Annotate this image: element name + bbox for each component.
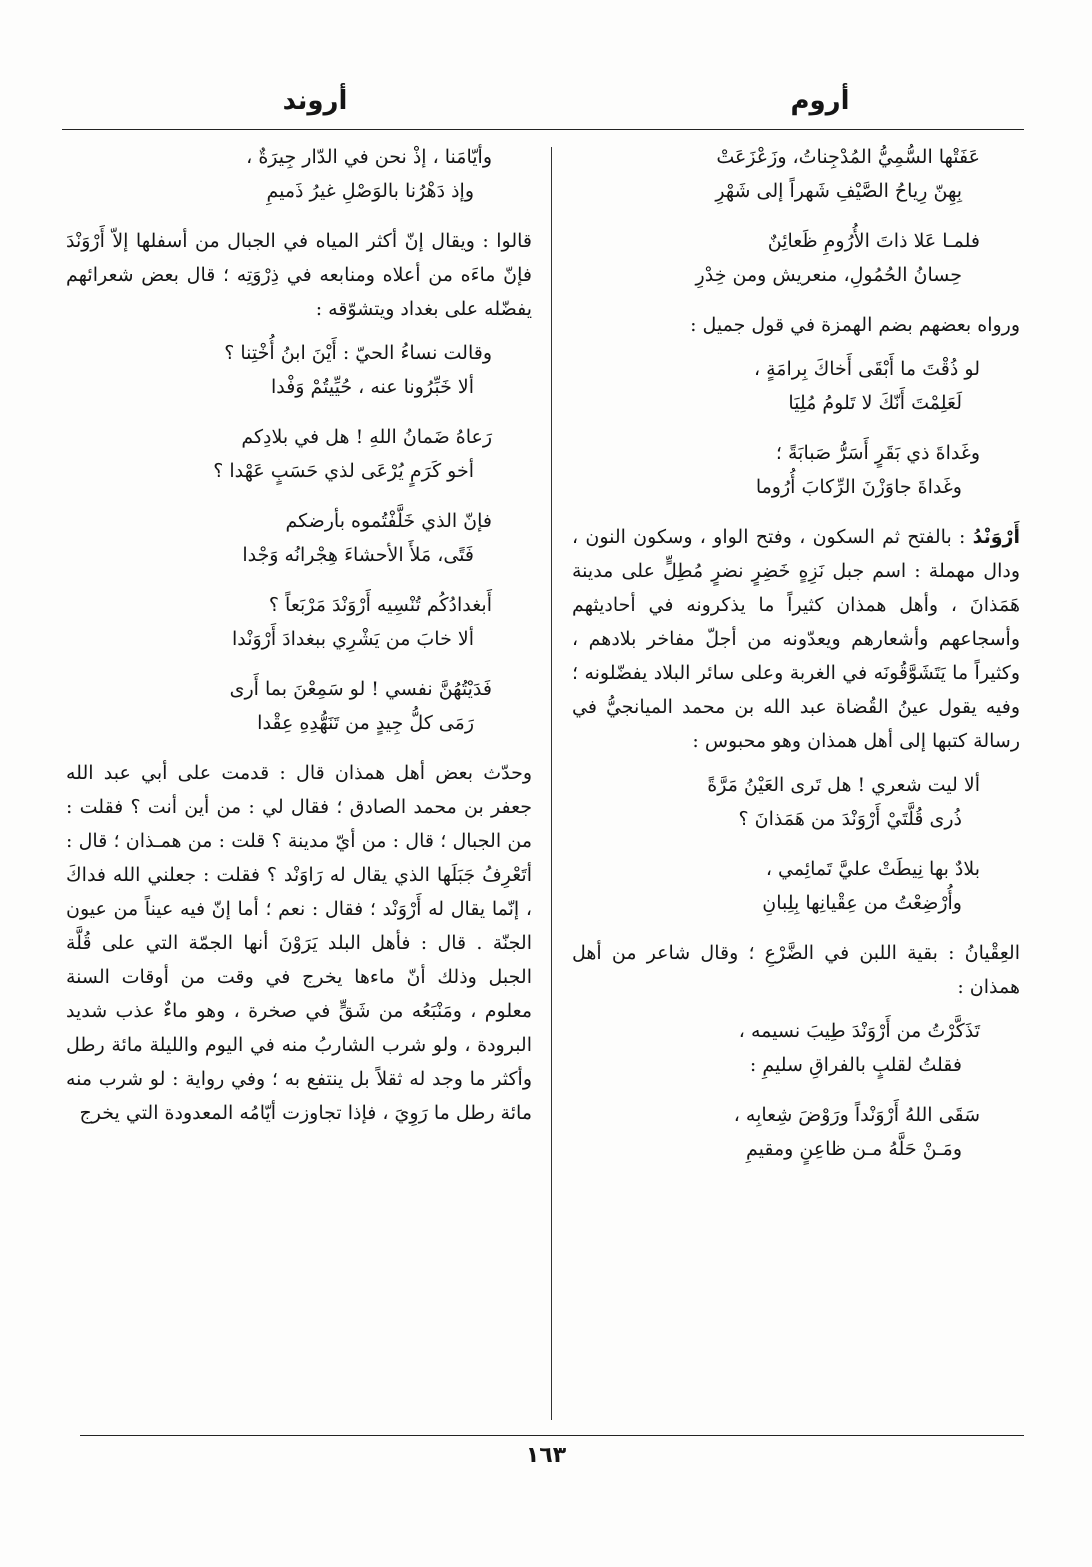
verse [66,420,532,488]
footer-rule [80,1435,1024,1436]
verse-hemistich: فإنّ الذي خَلَّفْتُموه بأرضكم [285,510,492,532]
verse [572,224,1020,292]
entry-headword: أَرْوَنْدُ [972,526,1021,548]
verse-hemistich: فَدَيْتُهُنَّ نفسي ! لو سَمِعْنَ بما أَرى [229,678,492,700]
verse-hemistich: وأُرْضِعْتُ من عِقْيانِها بِلِبانِ [762,892,962,914]
paragraph: العِقْيانُ : بقية اللبن في الضَّرْعِ ؛ وقال شاعر من أهل همذان : [572,942,1020,998]
verse [572,352,1020,420]
verse [572,852,1020,920]
paragraph: قالوا : ويقال إنّ أكثر المياه في الجبال من أسفلها إلاّ أَرْوَنْدَ فإنّ ماءَه من أعلاه ومنابعه في ذِرْوَتِه ؛ قال بعض شعرائهم يفضّله على بغداد ويتشوّقه : [66,230,532,320]
verse [572,1098,1020,1166]
verse-hemistich: بلادٌ بها نِيطَتْ عليَّ تَمائِمي ، [765,858,980,880]
verse-hemistich: لو ذُقْتَ ما أَبْقَى أَخاكَ بِرامَةٍ ، [753,358,980,380]
verse-hemistich: ألا ليت شعري ! هل تَرى العَيْنُ مَرَّةً [707,774,980,796]
verse-hemistich: وإذ دَهْرُنا بالوَصْلِ غيرُ ذَميمِ [266,180,474,202]
verse [66,672,532,740]
running-head-right: أروم [790,86,850,116]
verse-hemistich: ألا خَبِّرُونا عنه ، حُيِّيتُمْ وَفْدا [270,376,474,398]
verse-hemistich: وغَداةَ جاوَزْنَ الرِّكابَ أُرُوما [755,476,962,498]
page-number: ١٦٣ [525,1443,567,1468]
verse-hemistich: أخو كَرَمٍ يُرْعَى لذي حَسَبٍ عَهْدا ؟ [213,460,474,482]
right-column [572,140,1020,1182]
verse-hemistich: رَمَى كلُّ جِيدٍ من تَنَهُّدِهِ عِقْدا [257,712,474,734]
verse-hemistich: فقلتُ لقلبٍ بالفراقِ سليمِ : [749,1054,962,1076]
verse-hemistich: رَعاهُ ضَمانُ اللهِ ! هل في بلادِكم [241,426,492,448]
verse-hemistich: حِسانُ الحُمُولِ، منعريش ومن خِدْرِ [695,264,962,286]
verse-hemistich: فَتًى، مَلأَ الأحشاءَ هِجْرانُه وَجْدا [242,544,474,566]
running-head-left: أروند [282,86,348,116]
verse [66,336,532,404]
verse-hemistich: بِهِنّ رِياحُ الصَّيْفِ شَهراً إلى شَهْرِ [715,180,962,202]
column-divider [551,147,552,1420]
verse-hemistich: وقالت نساءُ الحيّ : أَيْنَ ابنُ أُخْتِنا ؟ [224,342,492,364]
left-column [66,140,532,1140]
verse-hemistich: وأيّامَنا ، إذْ نحن في الدّار جِيرَةٌ ، [246,146,492,168]
header-rule [62,129,1024,130]
verse [572,436,1020,504]
verse [572,140,1020,208]
paragraph: ورواه بعضهم بضم الهمزة في قول جميل : [690,314,1020,336]
verse-hemistich: لَعَلِمْتَ أَنّكَ لا تَلومُ مُلِيَا [788,392,962,414]
verse-hemistich: تَذَكَّرْتُ من أَرْوَنْدَ طِيبَ نسيمه ، [738,1020,980,1042]
verse-hemistich: وغَداةَ ذي بَقَرٍ أَسَرُّ صَبابَةً ؛ [775,442,980,464]
verse [572,768,1020,836]
verse-hemistich: ذُرى قُلَّتَيْ أَرْوَنْدَ من هَمَذانَ ؟ [738,808,962,830]
verse-hemistich: فلمـا عَلا ذاتَ الأُرُومِ ظَعائِنٌ [767,230,980,252]
entry-paragraph [572,520,1020,758]
verse [66,140,532,208]
verse [572,1014,1020,1082]
verse [66,588,532,656]
verse-hemistich: سَقَى اللهُ أَرْوَنْداً ورَوْضَ شِعابِه ، [733,1104,980,1126]
paragraph: وحدّث بعض أهل همذان قال : قدمت على أبي عبد الله جعفر بن محمد الصادق ؛ فقال لي : من أين أنت ؟ فقلت : من الجبال ؛ قال : من أيّ مدينة ؟ قلت : من همـذان ؛ قال : أتَعْرِفُ جَبَلَها الذي يقال له رَاوَنْد ؟ فقلت : جعلني الله فداكَ ، إنّما يقال له أَرْوَنْد ؛ فقال : نعم ؛ أما إنّ فيه عيناً من عيون الجنّة . قال : فأهل البلد يَرَوْنَ أنها الجمّة التي على قُلَّة الجبل وذلك أنّ ماءها يخرج في وقت من أوقات السنة معلوم ، ومَنْبَعُه من شَقٍّ في صخرة ، وهو ماءٌ عذب شديد البرودة ، ولو شرب الشاربُ منه في اليوم والليلة مائة رطل وأكثر ما وجد له ثقلاً بل ينتفع به ؛ وفي رواية : لو شرب منه مائة رطل ما رَوِيَ ، فإذا تجاوزت أيّامُه المعدودة التي يخرج [66,762,532,1124]
entry-text: : بالفتح ثم السكون ، وفتح الواو ، وسكون النون ، ودال مهملة : اسم جبل نَزِهٍ خَضِرٍ نضرٍ مُطِلٍّ على مدينة هَمَذانَ ، وأهل همذان كثيراً ما يذكرونه في أحاديثهم وأسجاعهم وأشعارهم ويعدّونه من أجلّ مفاخر بلادهم ، وكثيراً ما يَتَشَوَّقُونَه في الغربة وعلى سائر البلاد يفضّلونه ؛ وفيه يقول عينُ القُضاة عبد الله بن محمد الميانجيُّ في رسالة كتبها إلى أهل همذان وهو محبوس : [572,526,1020,752]
verse-hemistich: عَفَتْها السُّمِيُّ المُدْجِناتُ، وزَعْزَعَتْ [716,146,980,168]
verse-hemistich: أَبغدادُكُم تُنْسِيه أَرْوَنْدَ مَرْبَعاً ؟ [268,594,492,616]
verse-hemistich: ألا خابَ من يَشْرِي ببغدادَ أَرْوَنْدا [231,628,474,650]
verse-hemistich: ومَـنْ حَلَّهُ مـن ظاعِنٍ ومقيمِ [745,1138,962,1160]
verse [66,504,532,572]
